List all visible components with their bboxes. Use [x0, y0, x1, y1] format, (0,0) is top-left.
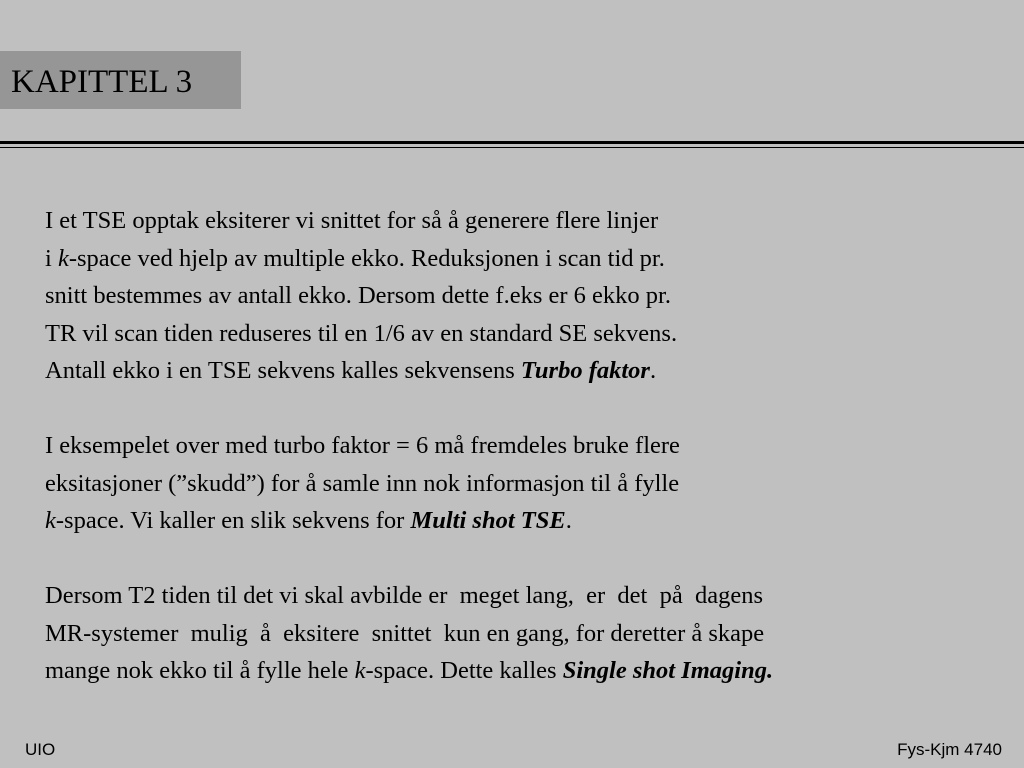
- text-line: [45, 277, 1015, 315]
- text-line: [45, 352, 1015, 390]
- text-line: [45, 465, 1015, 503]
- text-run-italic: k: [45, 507, 56, 534]
- text-line: [45, 240, 1015, 278]
- footer-institution: UIO: [25, 740, 56, 759]
- text-run: I et TSE opptak eksiterer vi snittet for så å generere flere linjer: [45, 207, 659, 234]
- text-line: [45, 502, 1015, 540]
- text-run-bold-italic: Multi shot TSE: [410, 507, 566, 534]
- text-run: -space. Dette kalles: [365, 657, 563, 684]
- text-line: [45, 202, 1015, 240]
- text-run-italic: k: [354, 657, 366, 684]
- text-run-bold-italic: Single shot Imaging.: [562, 657, 774, 684]
- text-run: -space ved hjelp av multiple ekko. Reduksjonen i scan tid pr.: [68, 244, 665, 272]
- text-run: I eksempelet over med turbo faktor = 6 må fremdeles bruke flere: [45, 432, 680, 459]
- text-run: -space. Vi kaller en slik sekvens for: [55, 507, 411, 534]
- text-run: .: [565, 507, 572, 534]
- text-run: i: [45, 244, 58, 272]
- text-run: MR-systemer mulig å eksitere snittet kun en gang, for deretter å skape: [45, 619, 765, 647]
- text-line: [45, 615, 1015, 653]
- text-run-italic: k: [57, 244, 69, 272]
- slide-body: [45, 202, 1015, 690]
- slide-title: KAPITTEL 3: [0, 51, 241, 109]
- text-run: snitt bestemmes av antall ekko. Dersom dette f.eks er 6 ekko pr.: [45, 282, 671, 309]
- text-run: TR vil scan tiden reduseres til en 1/6 av en standard SE sekvens.: [45, 319, 678, 347]
- paragraph-multi-shot: [45, 427, 1015, 540]
- paragraph-tse-intro: [45, 202, 1015, 390]
- text-run-bold-italic: Turbo faktor: [520, 357, 650, 384]
- title-divider-thin: [0, 147, 1024, 148]
- text-run: eksitasjoner (”skudd”) for å samle inn nok informasjon til å fylle: [45, 469, 680, 497]
- paragraph-single-shot: [45, 577, 1015, 690]
- text-run: Antall ekko i en TSE sekvens kalles sekvensens: [45, 357, 521, 384]
- footer-course-code: Fys-Kjm 4740: [897, 740, 1002, 759]
- text-run: .: [649, 357, 657, 384]
- text-line: [45, 652, 1015, 690]
- text-line: [45, 427, 1015, 465]
- text-line: [45, 315, 1015, 353]
- text-run: Dersom T2 tiden til det vi skal avbilde er meget lang, er det på dagens: [45, 582, 764, 609]
- title-divider-thick: [0, 141, 1024, 144]
- text-line: [45, 577, 1015, 615]
- text-run: mange nok ekko til å fylle hele: [45, 657, 355, 684]
